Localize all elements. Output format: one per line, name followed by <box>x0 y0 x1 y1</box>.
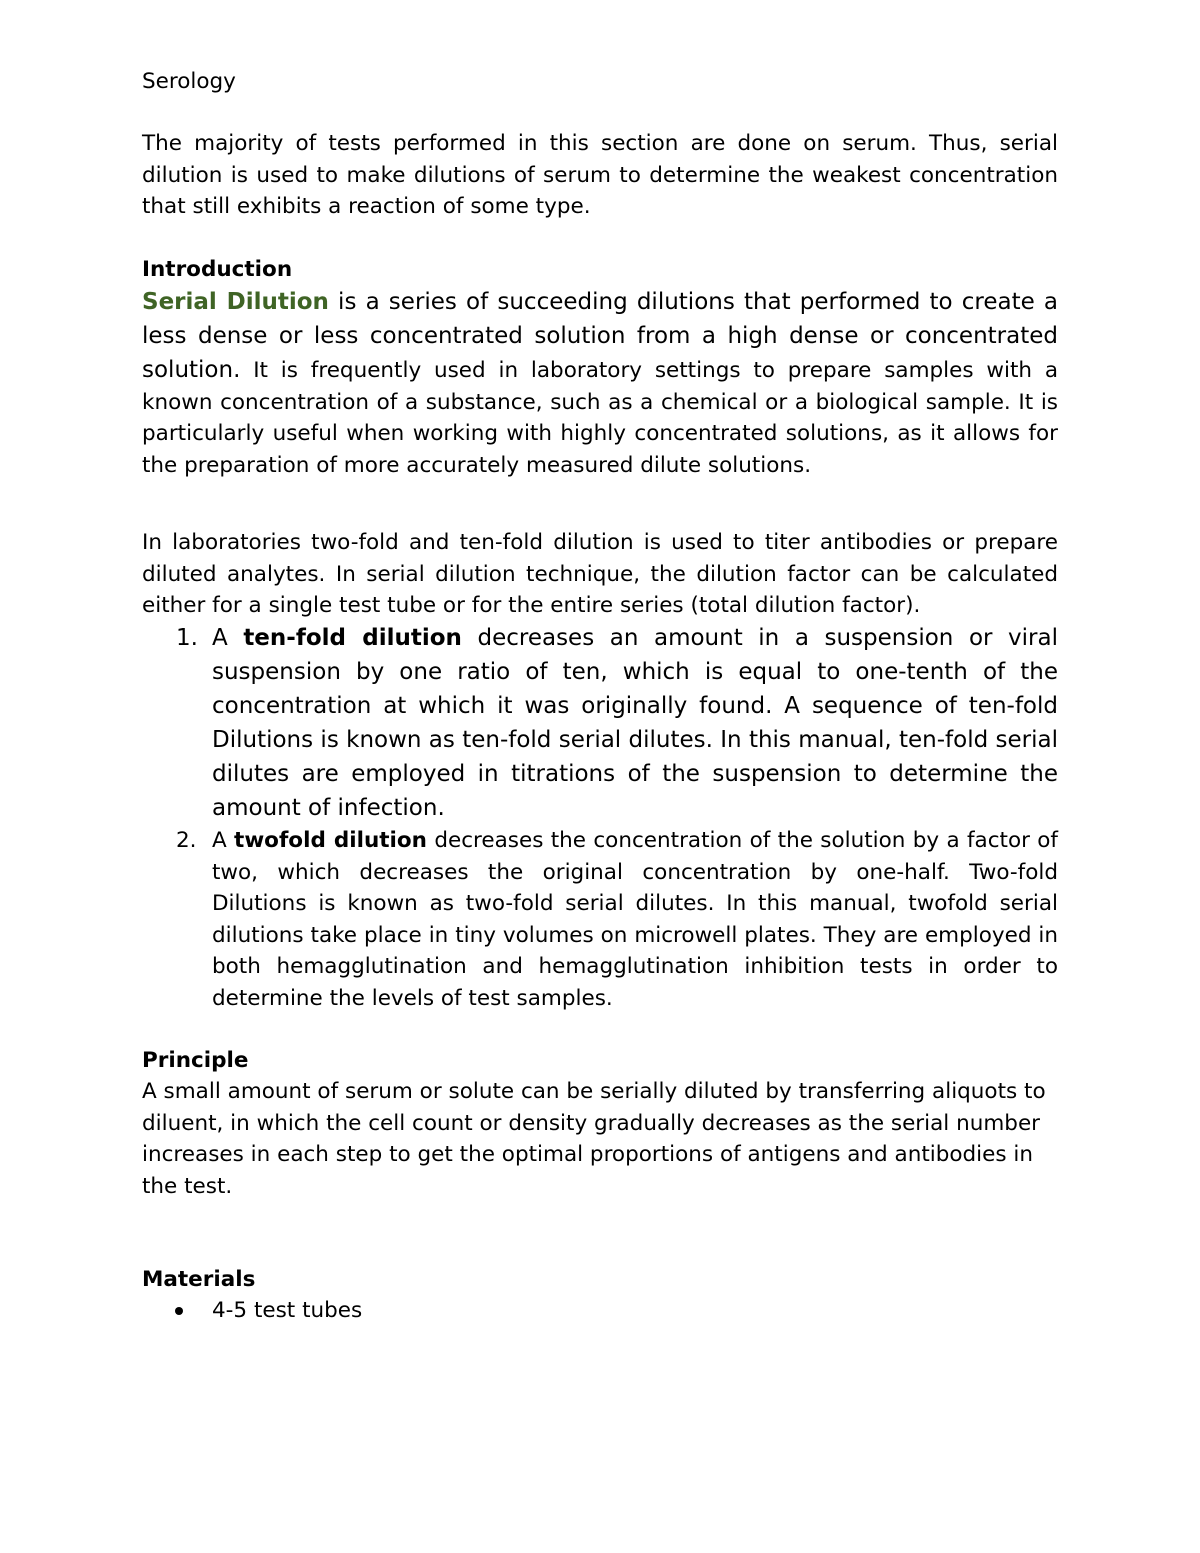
list-item <box>212 1295 1058 1326</box>
introduction-description: It is frequently used in laboratory settings to prepare samples with a known concentration of a substance, such as a chemical or a biological sample. It is particularly useful when working with highly concentrated solutions, as it allows for the preparation of more accurately measured dilute solutions. <box>142 358 1058 478</box>
bullet-icon <box>175 1307 183 1315</box>
list-item <box>176 621 1058 825</box>
twofold-term: twofold dilution <box>234 828 427 854</box>
document-title: Serology <box>142 69 236 94</box>
serial-dilution-term: Serial Dilution <box>142 289 329 316</box>
introduction-paragraph <box>142 285 1058 481</box>
document-page <box>142 66 1058 1327</box>
list-number: 2. <box>176 828 197 854</box>
introduction-heading: Introduction <box>142 256 293 282</box>
materials-heading: Materials <box>142 1266 256 1292</box>
list-item-prefix: A <box>212 828 235 854</box>
list-item <box>176 825 1058 1013</box>
lab-paragraph: In laboratories two-fold and ten-fold dilution is used to titer antibodies or prepare diluted analytes. In serial dilution technique, the dilution factor can be calculated either for a single test tube or for the entire series (total dilution factor). <box>142 530 1058 619</box>
ten-fold-term: ten-fold dilution <box>243 625 462 652</box>
principle-paragraph: A small amount of serum or solute can be serially diluted by transferring aliquots to diluent, in which the cell count or density gradually decreases as the serial number increases in each step to get the optimal proportions of antigens and antibodies in the test. <box>142 1079 1046 1199</box>
list-item-text: decreases the concentration of the solution by a factor of two, which decreases the original concentration by one-half. Two-fold Dilutions is known as two-fold serial dilutes. In this manual, twofold serial dilutions take place in tiny volumes on microwell plates. They are employed in both hemagglutination and hemagglutination inhibition tests in order to determine the levels of test samples. <box>212 828 1058 1011</box>
definition-text: is a series of succeeding dilutions that performed to create a less dense or less concentrated solution from a high dense or concentrated solution. <box>142 289 1058 384</box>
principle-heading: Principle <box>142 1047 249 1073</box>
dilution-list <box>142 621 1058 1013</box>
list-number: 1. <box>176 625 198 652</box>
list-item-text: decreases an amount in a suspension or viral suspension by one ratio of ten, which is equal to one-tenth of the concentration at which it was originally found. A sequence of ten-fold Dilutions is known as ten-fold serial dilutes. In this manual, ten-fold serial dilutes are employed in titrations of the suspension to determine the amount of infection. <box>212 625 1058 822</box>
materials-list <box>142 1295 1058 1326</box>
list-item-prefix: A <box>212 625 244 652</box>
intro-paragraph: The majority of tests performed in this section are done on serum. Thus, serial dilution is used to make dilutions of serum to determine the weakest concentration that still exhibits a reaction of some type. <box>142 131 1058 220</box>
material-item: 4-5 test tubes <box>212 1298 363 1324</box>
